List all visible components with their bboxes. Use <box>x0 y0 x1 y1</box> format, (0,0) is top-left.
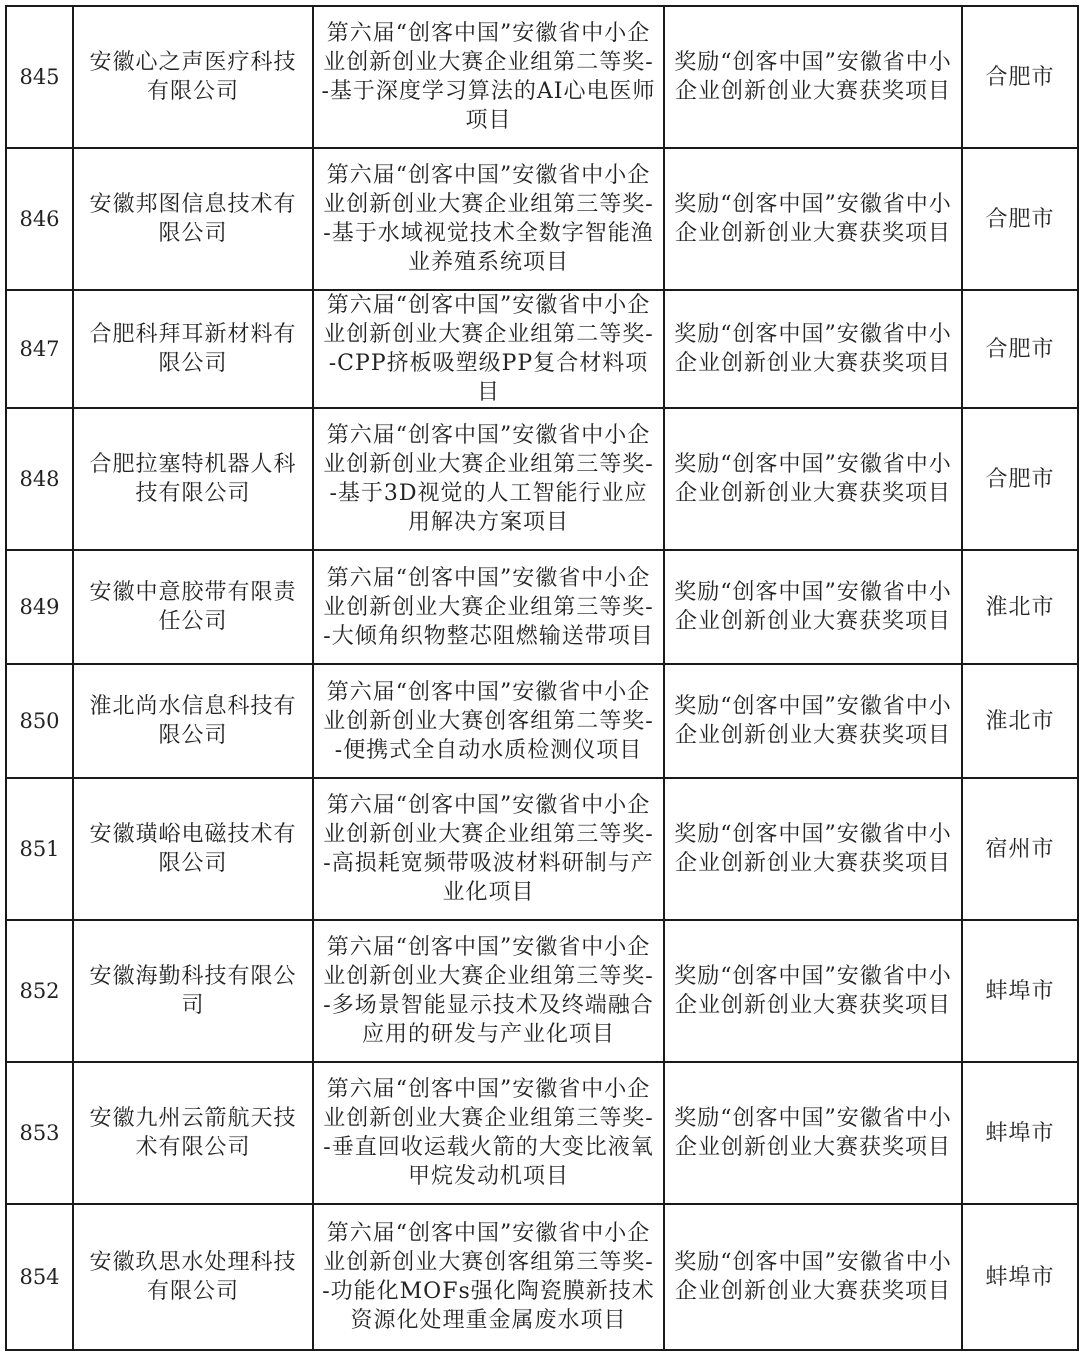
table-row <box>6 664 1078 778</box>
row-number-cell: 853 <box>6 1062 73 1204</box>
row-number-cell: 846 <box>6 148 73 290</box>
company-name-cell: 安徽邦图信息技术有限公司 <box>73 148 313 290</box>
support-category-cell: 奖励“创客中国”安徽省中小企业创新创业大赛获奖项目 <box>664 664 962 778</box>
award-item-cell: 第六届“创客中国”安徽省中小企业创新创业大赛企业组第三等奖--基于水域视觉技术全数字智能渔业养殖系统项目 <box>313 148 664 290</box>
company-name-cell: 合肥拉塞特机器人科技有限公司 <box>73 408 313 550</box>
award-item-cell: 第六届“创客中国”安徽省中小企业创新创业大赛创客组第三等奖--功能化MOFs强化陶瓷膜新技术资源化处理重金属废水项目 <box>313 1204 664 1350</box>
row-number-cell: 848 <box>6 408 73 550</box>
award-item-cell: 第六届“创客中国”安徽省中小企业创新创业大赛企业组第二等奖--CPP挤板吸塑级PP复合材料项目 <box>313 290 664 408</box>
award-table <box>5 5 1079 1351</box>
table-row <box>6 1062 1078 1204</box>
table-row <box>6 408 1078 550</box>
company-name-cell: 安徽九州云箭航天技术有限公司 <box>73 1062 313 1204</box>
city-cell: 蚌埠市 <box>962 1204 1078 1350</box>
support-category-cell: 奖励“创客中国”安徽省中小企业创新创业大赛获奖项目 <box>664 148 962 290</box>
city-cell: 合肥市 <box>962 290 1078 408</box>
support-category-cell: 奖励“创客中国”安徽省中小企业创新创业大赛获奖项目 <box>664 920 962 1062</box>
support-category-cell: 奖励“创客中国”安徽省中小企业创新创业大赛获奖项目 <box>664 6 962 148</box>
company-name-cell: 安徽海勤科技有限公司 <box>73 920 313 1062</box>
award-item-cell: 第六届“创客中国”安徽省中小企业创新创业大赛企业组第二等奖--基于深度学习算法的AI心电医师项目 <box>313 6 664 148</box>
company-name-cell: 淮北尚水信息科技有限公司 <box>73 664 313 778</box>
row-number-cell: 854 <box>6 1204 73 1350</box>
table-row <box>6 6 1078 148</box>
support-category-cell: 奖励“创客中国”安徽省中小企业创新创业大赛获奖项目 <box>664 1062 962 1204</box>
company-name-cell: 安徽中意胶带有限责任公司 <box>73 550 313 664</box>
row-number-cell: 851 <box>6 778 73 920</box>
award-item-cell: 第六届“创客中国”安徽省中小企业创新创业大赛企业组第三等奖--高损耗宽频带吸波材料研制与产业化项目 <box>313 778 664 920</box>
city-cell: 合肥市 <box>962 408 1078 550</box>
company-name-cell: 安徽玖思水处理科技有限公司 <box>73 1204 313 1350</box>
row-number-cell: 847 <box>6 290 73 408</box>
support-category-cell: 奖励“创客中国”安徽省中小企业创新创业大赛获奖项目 <box>664 408 962 550</box>
table-row <box>6 778 1078 920</box>
award-item-cell: 第六届“创客中国”安徽省中小企业创新创业大赛企业组第三等奖--基于3D视觉的人工智能行业应用解决方案项目 <box>313 408 664 550</box>
city-cell: 蚌埠市 <box>962 1062 1078 1204</box>
city-cell: 合肥市 <box>962 148 1078 290</box>
support-category-cell: 奖励“创客中国”安徽省中小企业创新创业大赛获奖项目 <box>664 290 962 408</box>
city-cell: 淮北市 <box>962 664 1078 778</box>
support-category-cell: 奖励“创客中国”安徽省中小企业创新创业大赛获奖项目 <box>664 550 962 664</box>
award-item-cell: 第六届“创客中国”安徽省中小企业创新创业大赛企业组第三等奖--大倾角织物整芯阻燃输送带项目 <box>313 550 664 664</box>
table-row <box>6 1204 1078 1350</box>
award-item-cell: 第六届“创客中国”安徽省中小企业创新创业大赛创客组第二等奖--便携式全自动水质检测仪项目 <box>313 664 664 778</box>
award-item-cell: 第六届“创客中国”安徽省中小企业创新创业大赛企业组第三等奖--垂直回收运载火箭的大变比液氧甲烷发动机项目 <box>313 1062 664 1204</box>
company-name-cell: 合肥科拜耳新材料有限公司 <box>73 290 313 408</box>
table-row <box>6 148 1078 290</box>
table-row <box>6 920 1078 1062</box>
table-row <box>6 290 1078 408</box>
row-number-cell: 849 <box>6 550 73 664</box>
city-cell: 淮北市 <box>962 550 1078 664</box>
company-name-cell: 安徽心之声医疗科技有限公司 <box>73 6 313 148</box>
row-number-cell: 850 <box>6 664 73 778</box>
award-item-cell: 第六届“创客中国”安徽省中小企业创新创业大赛企业组第三等奖--多场景智能显示技术及终端融合应用的研发与产业化项目 <box>313 920 664 1062</box>
support-category-cell: 奖励“创客中国”安徽省中小企业创新创业大赛获奖项目 <box>664 1204 962 1350</box>
city-cell: 蚌埠市 <box>962 920 1078 1062</box>
table-row <box>6 550 1078 664</box>
company-name-cell: 安徽璜峪电磁技术有限公司 <box>73 778 313 920</box>
row-number-cell: 845 <box>6 6 73 148</box>
row-number-cell: 852 <box>6 920 73 1062</box>
support-category-cell: 奖励“创客中国”安徽省中小企业创新创业大赛获奖项目 <box>664 778 962 920</box>
city-cell: 宿州市 <box>962 778 1078 920</box>
city-cell: 合肥市 <box>962 6 1078 148</box>
award-list-sheet <box>5 5 1077 1351</box>
